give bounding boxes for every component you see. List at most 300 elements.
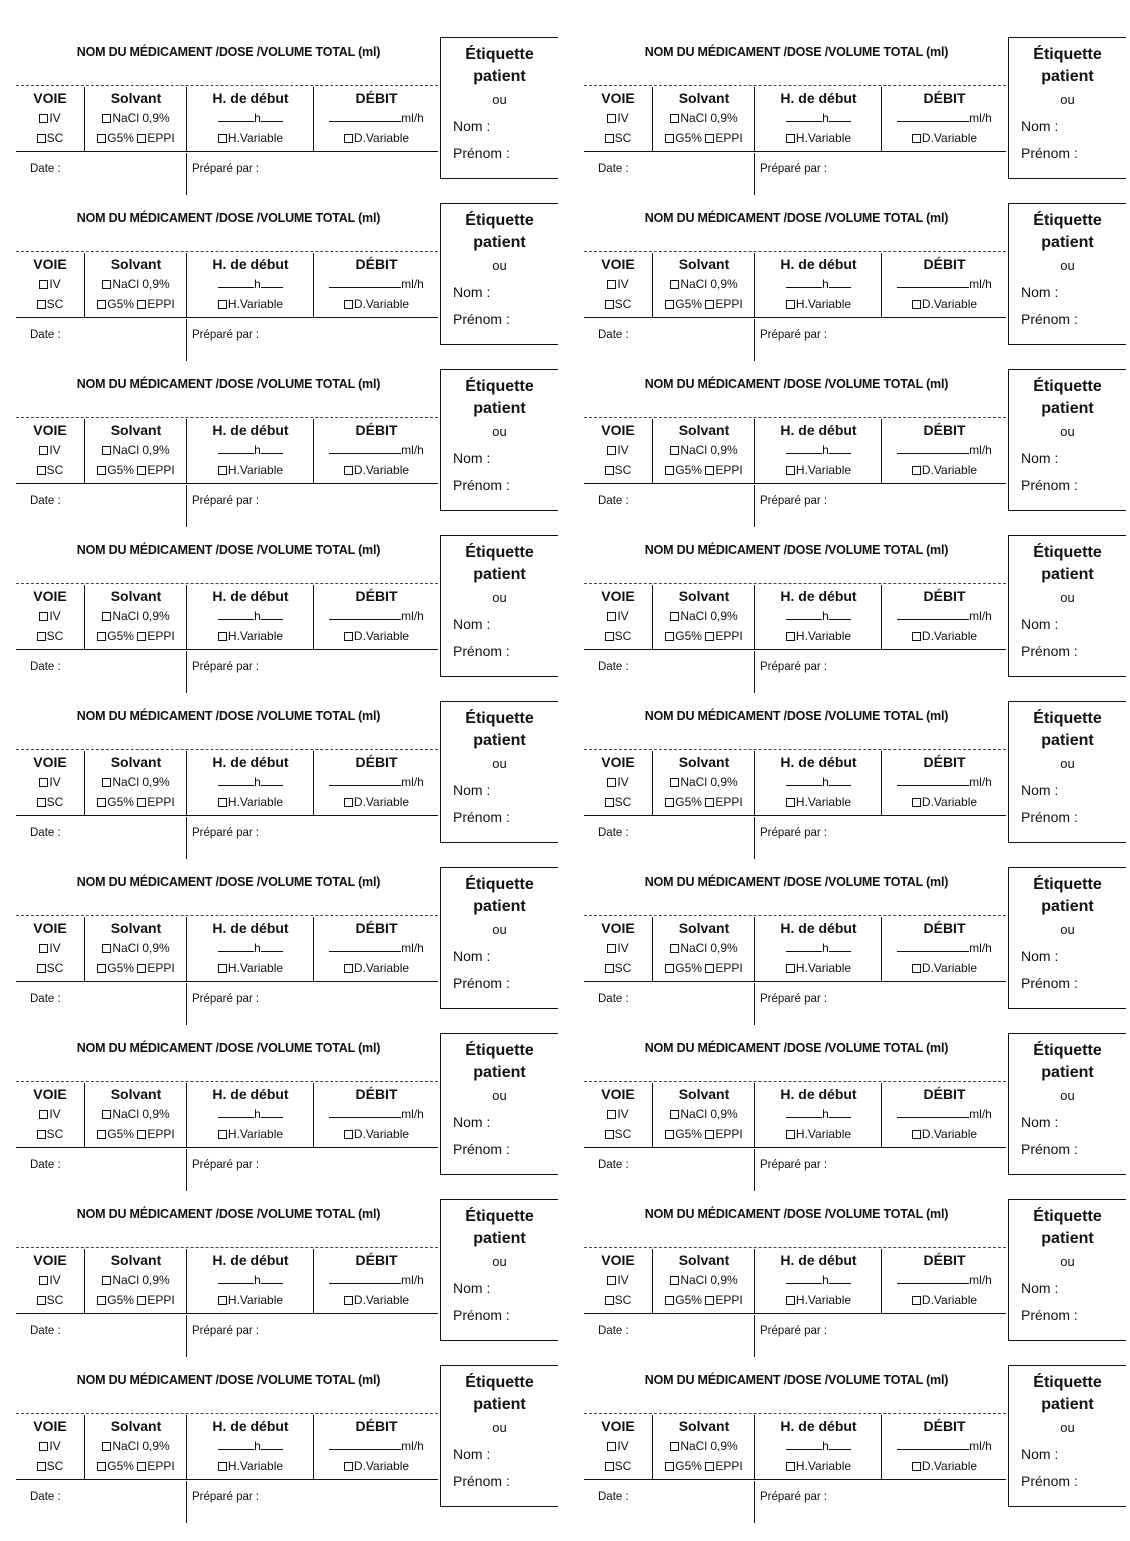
checkbox-sc[interactable] [605,134,614,143]
footer-divider [186,817,187,859]
checkbox-iv[interactable] [39,1442,48,1451]
footer-divider [186,983,187,1025]
checkbox-nacl[interactable] [670,944,679,953]
heure-debut-header: H. de début [780,422,857,438]
voie-sc-option [16,629,84,643]
checkbox-sc[interactable] [37,632,46,641]
debit-field[interactable] [314,277,439,291]
solvant-header: Solvant [678,1418,730,1434]
heure-debut-field[interactable] [187,1439,314,1453]
checkbox-g5[interactable] [97,300,106,309]
hour-unit: h [822,1439,829,1453]
heure-variable-option [187,795,314,809]
checkbox-eppi[interactable] [705,300,714,309]
debit-variable-option [314,629,439,643]
date-label: Date : [598,329,629,341]
debit-variable-option [314,1459,439,1473]
checkbox-sc[interactable] [37,1462,46,1471]
label-footer [16,1481,438,1529]
checkbox-d-variable[interactable] [912,1296,921,1305]
checkbox-h-variable[interactable] [218,1462,227,1471]
debit-field[interactable] [882,1439,1007,1453]
checkbox-h-variable[interactable] [218,300,227,309]
heure-debut-column [754,585,882,649]
checkbox-d-variable[interactable] [344,134,353,143]
debit-variable-label: D.Variable [921,961,978,975]
checkbox-nacl[interactable] [670,778,679,787]
label-footer [16,983,438,1031]
debit-header: DÉBIT [923,256,966,272]
checkbox-eppi[interactable] [705,134,714,143]
heure-variable-label: H.Variable [795,297,852,311]
checkbox-d-variable[interactable] [912,798,921,807]
solvant-g5-eppi-options [85,463,187,477]
checkbox-d-variable[interactable] [912,466,921,475]
minute-blank [829,1273,851,1284]
prepare-par-label: Préparé par : [192,329,260,341]
checkbox-nacl[interactable] [670,612,679,621]
voie-iv-option [584,277,652,291]
heure-debut-field[interactable] [187,111,314,125]
solvant-eppi-label: EPPI [715,1127,743,1141]
prenom-label: Prénom : [453,311,510,327]
debit-column [881,917,1007,981]
checkbox-eppi[interactable] [705,1130,714,1139]
voie-sc-label: SC [614,629,632,643]
checkbox-sc[interactable] [605,1462,614,1471]
checkbox-iv[interactable] [607,1276,616,1285]
checkbox-g5[interactable] [97,964,106,973]
checkbox-sc[interactable] [37,300,46,309]
checkbox-g5[interactable] [665,1296,674,1305]
checkbox-nacl[interactable] [102,114,111,123]
checkbox-d-variable[interactable] [912,1130,921,1139]
checkbox-eppi[interactable] [137,1462,146,1471]
minute-blank [261,1439,283,1450]
heure-debut-field[interactable] [187,941,314,955]
checkbox-sc[interactable] [605,1130,614,1139]
date-label: Date : [30,827,61,839]
heure-debut-field[interactable] [755,1439,882,1453]
checkbox-sc[interactable] [605,632,614,641]
medication-label [584,1365,1129,1531]
patient-or: ou [1060,92,1075,107]
checkbox-g5[interactable] [665,632,674,641]
checkbox-g5[interactable] [665,798,674,807]
checkbox-h-variable[interactable] [218,632,227,641]
nom-label: Nom : [453,118,491,134]
checkbox-d-variable[interactable] [344,798,353,807]
hour-unit: h [822,277,829,291]
hour-blank [218,1439,254,1450]
solvant-header: Solvant [678,422,730,438]
solvant-column [652,751,755,815]
solvant-eppi-label: EPPI [715,1459,743,1473]
heure-debut-field[interactable] [755,775,882,789]
checkbox-eppi[interactable] [705,798,714,807]
checkbox-nacl[interactable] [102,944,111,953]
checkbox-iv[interactable] [39,778,48,787]
solvant-nacl-option [85,1439,187,1453]
voie-header: VOIE [601,1418,635,1434]
solvant-nacl-option [85,443,187,457]
checkbox-eppi[interactable] [137,466,146,475]
checkbox-g5[interactable] [665,466,674,475]
hour-unit: h [254,609,261,623]
heure-debut-field[interactable] [187,775,314,789]
checkbox-d-variable[interactable] [344,300,353,309]
checkbox-sc[interactable] [37,964,46,973]
checkbox-iv[interactable] [607,446,616,455]
heure-debut-field[interactable] [755,111,882,125]
debit-column [313,585,439,649]
title-write-line [16,85,438,86]
checkbox-iv[interactable] [39,1276,48,1285]
voie-sc-option [16,463,84,477]
prenom-label: Prénom : [1021,809,1078,825]
patient-etiquette: Étiquette [1033,378,1102,395]
nom-label: Nom : [1021,1114,1059,1130]
voie-iv-option [584,1273,652,1287]
debit-blank [897,941,969,952]
checkbox-sc[interactable] [605,964,614,973]
debit-variable-label: D.Variable [353,131,410,145]
checkbox-iv[interactable] [607,1110,616,1119]
prepare-par-label: Préparé par : [760,1325,828,1337]
patient-or: ou [492,92,507,107]
checkbox-nacl[interactable] [102,1276,111,1285]
checkbox-eppi[interactable] [137,798,146,807]
patient-word: patient [1041,68,1094,85]
heure-variable-label: H.Variable [227,961,284,975]
debit-column [881,751,1007,815]
checkbox-d-variable[interactable] [344,466,353,475]
voie-column [16,585,84,649]
checkbox-d-variable[interactable] [912,300,921,309]
solvant-nacl-label: NaCl 0,9% [680,1439,738,1453]
checkbox-h-variable[interactable] [786,798,795,807]
debit-field[interactable] [314,609,439,623]
checkbox-eppi[interactable] [137,1130,146,1139]
checkbox-g5[interactable] [97,1130,106,1139]
checkbox-h-variable[interactable] [786,632,795,641]
medication-label [16,37,561,203]
hour-unit: h [822,1107,829,1121]
minute-blank [261,111,283,122]
checkbox-iv[interactable] [607,1442,616,1451]
voie-header: VOIE [601,90,635,106]
debit-variable-label: D.Variable [353,629,410,643]
checkbox-h-variable[interactable] [218,466,227,475]
solvant-header: Solvant [110,256,162,272]
heure-debut-field[interactable] [755,1273,882,1287]
checkbox-iv[interactable] [39,1110,48,1119]
hour-blank [786,941,822,952]
date-label: Date : [30,1325,61,1337]
checkbox-iv[interactable] [39,280,48,289]
checkbox-nacl[interactable] [670,114,679,123]
checkbox-h-variable[interactable] [786,964,795,973]
voie-sc-option [16,1293,84,1307]
hour-blank [786,277,822,288]
checkbox-iv[interactable] [607,114,616,123]
debit-variable-label: D.Variable [921,131,978,145]
debit-field[interactable] [882,443,1007,457]
checkbox-nacl[interactable] [102,1442,111,1451]
debit-field[interactable] [314,941,439,955]
solvant-nacl-option [85,775,187,789]
hour-blank [218,1273,254,1284]
checkbox-nacl[interactable] [102,778,111,787]
checkbox-d-variable[interactable] [344,964,353,973]
voie-iv-option [16,941,84,955]
footer-divider [186,485,187,527]
debit-variable-label: D.Variable [353,1293,410,1307]
prepare-par-label: Préparé par : [760,1159,828,1171]
medication-label [16,867,561,1033]
checkbox-sc[interactable] [605,798,614,807]
patient-box [1008,701,1126,843]
heure-variable-option [187,463,314,477]
label-title: NOM DU MÉDICAMENT /DOSE /VOLUME TOTAL (ml) [76,875,381,889]
voie-iv-option [16,1107,84,1121]
voie-header: VOIE [33,920,67,936]
heure-debut-field[interactable] [755,941,882,955]
heure-debut-field[interactable] [187,609,314,623]
checkbox-nacl[interactable] [670,1276,679,1285]
heure-debut-column [754,1249,882,1313]
voie-iv-label: IV [49,1107,61,1121]
checkbox-iv[interactable] [39,114,48,123]
checkbox-eppi[interactable] [137,964,146,973]
checkbox-sc[interactable] [37,134,46,143]
heure-variable-label: H.Variable [795,463,852,477]
checkbox-g5[interactable] [97,134,106,143]
checkbox-sc[interactable] [605,1296,614,1305]
checkbox-g5[interactable] [97,632,106,641]
checkbox-eppi[interactable] [705,1462,714,1471]
checkbox-g5[interactable] [97,1296,106,1305]
heure-debut-field[interactable] [187,1273,314,1287]
debit-variable-option [314,961,439,975]
solvant-g5-eppi-options [653,1127,755,1141]
debit-blank [897,1107,969,1118]
voie-iv-option [16,1273,84,1287]
checkbox-h-variable[interactable] [786,466,795,475]
debit-field[interactable] [314,1439,439,1453]
hour-unit: h [822,443,829,457]
solvant-header: Solvant [110,422,162,438]
checkbox-d-variable[interactable] [912,134,921,143]
footer-divider [186,1481,187,1523]
voie-header: VOIE [33,754,67,770]
footer-divider [186,1149,187,1191]
heure-debut-field[interactable] [755,609,882,623]
nom-label: Nom : [1021,1280,1059,1296]
patient-etiquette: Étiquette [1033,46,1102,63]
voie-iv-label: IV [49,443,61,457]
checkbox-sc[interactable] [37,1130,46,1139]
checkbox-nacl[interactable] [670,1110,679,1119]
minute-blank [261,277,283,288]
checkbox-eppi[interactable] [705,466,714,475]
checkbox-g5[interactable] [665,964,674,973]
label-title: NOM DU MÉDICAMENT /DOSE /VOLUME TOTAL (ml) [76,45,381,59]
checkbox-eppi[interactable] [705,632,714,641]
heure-debut-field[interactable] [755,443,882,457]
checkbox-iv[interactable] [39,944,48,953]
solvant-nacl-label: NaCl 0,9% [680,277,738,291]
label-grid [16,751,438,816]
checkbox-g5[interactable] [665,1462,674,1471]
debit-column [313,1415,439,1479]
heure-debut-field[interactable] [755,277,882,291]
checkbox-iv[interactable] [607,944,616,953]
checkbox-g5[interactable] [665,134,674,143]
checkbox-nacl[interactable] [102,280,111,289]
hour-unit: h [254,1273,261,1287]
checkbox-h-variable[interactable] [218,134,227,143]
checkbox-d-variable[interactable] [344,1462,353,1471]
checkbox-iv[interactable] [607,612,616,621]
footer-divider [754,1149,755,1191]
patient-or: ou [1060,922,1075,937]
footer-divider [754,983,755,1025]
debit-header: DÉBIT [923,1418,966,1434]
checkbox-eppi[interactable] [705,964,714,973]
solvant-header: Solvant [110,90,162,106]
debit-field[interactable] [882,1107,1007,1121]
debit-column [881,585,1007,649]
patient-word: patient [1041,234,1094,251]
debit-variable-label: D.Variable [921,1127,978,1141]
voie-header: VOIE [601,422,635,438]
checkbox-h-variable[interactable] [218,1296,227,1305]
checkbox-h-variable[interactable] [786,1462,795,1471]
debit-field[interactable] [882,941,1007,955]
checkbox-eppi[interactable] [137,1296,146,1305]
checkbox-d-variable[interactable] [344,1130,353,1139]
minute-blank [829,609,851,620]
checkbox-nacl[interactable] [102,612,111,621]
debit-field[interactable] [882,277,1007,291]
checkbox-d-variable[interactable] [344,1296,353,1305]
checkbox-g5[interactable] [97,1462,106,1471]
debit-field[interactable] [314,1107,439,1121]
checkbox-sc[interactable] [605,466,614,475]
checkbox-h-variable[interactable] [786,1296,795,1305]
minute-blank [829,443,851,454]
checkbox-eppi[interactable] [137,300,146,309]
solvant-column [84,1415,187,1479]
checkbox-h-variable[interactable] [218,798,227,807]
solvant-nacl-label: NaCl 0,9% [112,609,170,623]
heure-debut-field[interactable] [187,1107,314,1121]
heure-debut-field[interactable] [187,277,314,291]
label-title: NOM DU MÉDICAMENT /DOSE /VOLUME TOTAL (ml) [644,543,949,557]
patient-etiquette: Étiquette [465,1208,534,1225]
checkbox-g5[interactable] [665,300,674,309]
checkbox-eppi[interactable] [705,1296,714,1305]
label-footer [584,983,1006,1031]
debit-variable-option [882,1293,1007,1307]
checkbox-g5[interactable] [97,466,106,475]
date-label: Date : [30,1491,61,1503]
debit-field[interactable] [882,111,1007,125]
checkbox-iv[interactable] [39,612,48,621]
checkbox-iv[interactable] [607,778,616,787]
checkbox-h-variable[interactable] [218,1130,227,1139]
label-grid [16,585,438,650]
debit-field[interactable] [882,775,1007,789]
heure-debut-field[interactable] [187,443,314,457]
heure-variable-label: H.Variable [227,1293,284,1307]
checkbox-d-variable[interactable] [912,632,921,641]
patient-or: ou [492,1420,507,1435]
voie-iv-label: IV [617,443,629,457]
checkbox-sc[interactable] [37,466,46,475]
patient-word: patient [1041,1396,1094,1413]
checkbox-nacl[interactable] [670,1442,679,1451]
debit-field[interactable] [314,443,439,457]
voie-column [16,1415,84,1479]
checkbox-h-variable[interactable] [218,964,227,973]
checkbox-nacl[interactable] [670,446,679,455]
debit-field[interactable] [882,609,1007,623]
checkbox-h-variable[interactable] [786,1130,795,1139]
checkbox-g5[interactable] [97,798,106,807]
debit-field[interactable] [314,775,439,789]
checkbox-eppi[interactable] [137,632,146,641]
minute-blank [261,443,283,454]
patient-box [1008,1199,1126,1341]
checkbox-nacl[interactable] [670,280,679,289]
checkbox-h-variable[interactable] [786,134,795,143]
voie-iv-label: IV [617,941,629,955]
checkbox-sc[interactable] [37,798,46,807]
patient-or: ou [492,1088,507,1103]
debit-unit: ml/h [401,1273,424,1287]
label-grid [584,1415,1006,1480]
checkbox-nacl[interactable] [102,1110,111,1119]
heure-variable-option [755,463,882,477]
checkbox-h-variable[interactable] [786,300,795,309]
medication-label [584,369,1129,535]
debit-variable-label: D.Variable [353,1127,410,1141]
heure-debut-field[interactable] [755,1107,882,1121]
checkbox-d-variable[interactable] [912,964,921,973]
checkbox-nacl[interactable] [102,446,111,455]
checkbox-sc[interactable] [37,1296,46,1305]
checkbox-iv[interactable] [607,280,616,289]
checkbox-eppi[interactable] [137,134,146,143]
hour-blank [786,775,822,786]
checkbox-iv[interactable] [39,446,48,455]
checkbox-g5[interactable] [665,1130,674,1139]
checkbox-d-variable[interactable] [344,632,353,641]
solvant-g5-label: G5% [107,297,134,311]
title-write-line [584,1247,1006,1248]
debit-field[interactable] [882,1273,1007,1287]
debit-blank [329,609,401,620]
solvant-g5-eppi-options [653,463,755,477]
debit-field[interactable] [314,111,439,125]
date-label: Date : [598,661,629,673]
checkbox-d-variable[interactable] [912,1462,921,1471]
checkbox-sc[interactable] [605,300,614,309]
solvant-g5-eppi-options [85,795,187,809]
debit-field[interactable] [314,1273,439,1287]
